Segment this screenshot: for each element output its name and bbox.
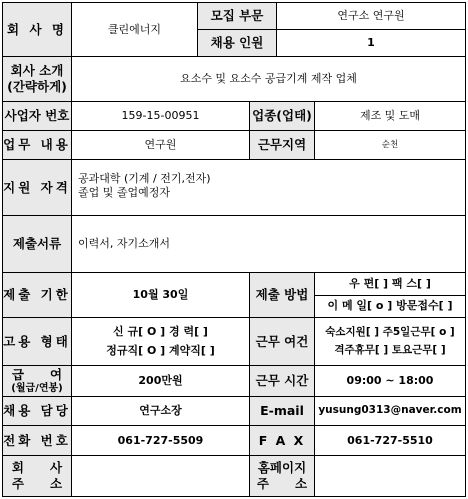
documents-label: 제출서류 [2,215,72,273]
intro-label [2,56,72,102]
work-area-label: 근무지역 [249,130,315,160]
phone-label: 전화 번호 [2,425,72,456]
homepage-label-line2: 주 소 [256,476,308,491]
email-value[interactable]: yusung0313@naver.com [314,396,466,426]
employ-type-line1: 신 규[ O ] 경 력[ ] [113,325,208,339]
fax-label: F A X [249,425,315,456]
qualification-value [71,159,466,216]
hr-contact-value: 연구소장 [71,396,250,426]
job-desc-value: 연구원 [71,130,250,160]
biz-no-label: 사업자 번호 [2,101,72,131]
address-label [2,455,72,497]
deadline-value: 10월 30일 [71,272,250,318]
headcount-value: 1 [276,29,466,57]
submit-method-line1: 우 편[ ] 팩 스[ ] [349,276,431,290]
fax-value: 061-727-5510 [314,425,466,456]
address-label-line1: 회 사 [11,460,63,476]
homepage-label-line1: 홈페이지 [257,460,307,476]
hr-contact-label: 채용 담당 [2,396,72,426]
employ-type-label: 고용 형태 [2,317,72,366]
job-posting-form [2,2,466,497]
industry-value: 제조 및 도매 [314,101,466,131]
work-cond-line1: 숙소지원[ ] 주5일근무[ o ] [325,325,455,338]
phone-value: 061-727-5509 [71,425,250,456]
homepage-value [314,455,466,497]
intro-label-line2: (간략하게) [7,79,67,94]
company-name-value: 클린에너지 [71,2,198,57]
headcount-label: 채용 인원 [197,29,277,57]
homepage-label [249,455,315,497]
qualification-line1: 공과대학 (기계 / 전기,전자) [78,172,211,185]
employ-type-value [71,317,250,366]
email-label: E-mail [249,396,315,426]
recruit-dept-value: 연구소 연구원 [276,2,466,30]
deadline-label: 제출 기한 [2,272,72,318]
intro-value: 요소수 및 요소수 공급기계 제작 업체 [71,56,466,102]
employ-type-line2: 정규직[ O ] 계약직[ ] [106,344,215,357]
qualification-line2: 졸업 및 졸업예정자 [78,185,171,199]
submit-method-label: 제출 방법 [249,272,315,318]
submit-method-line2: 이 메 일[ o ] 방문접수[ ] [315,295,465,318]
industry-label: 업종(업태) [249,101,315,131]
pay-label-line1: 급 여 [11,366,63,382]
company-name-label: 회 사 명 [2,2,72,57]
pay-value: 200만원 [71,365,250,397]
work-hours-label: 근무 시간 [249,365,315,397]
work-cond-line2: 격주휴무[ ] 토요근무[ ] [334,344,446,356]
qualification-label: 지원 자격 [2,159,72,216]
job-desc-label: 업무 내용 [2,130,72,160]
work-hours-value: 09:00 ~ 18:00 [314,365,466,397]
pay-label-line2: (월급/연봉) [11,382,63,394]
work-cond-value [314,317,466,366]
documents-value: 이력서, 자기소개서 [71,215,466,273]
pay-label [2,365,72,397]
submit-method-value [314,272,466,318]
work-cond-label: 근무 여건 [249,317,315,366]
intro-label-line1: 회사 소개 [10,63,64,79]
recruit-dept-label: 모집 부문 [197,2,277,30]
address-label-line2: 주 소 [11,476,63,491]
work-area-value: 순천 [314,130,466,160]
address-value [71,455,250,497]
biz-no-value: 159-15-00951 [71,101,250,131]
